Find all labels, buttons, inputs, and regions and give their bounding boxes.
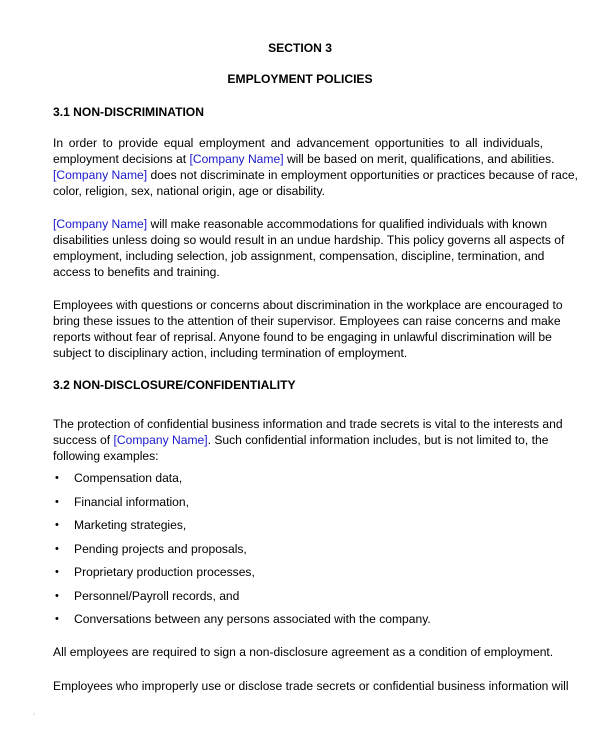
company-name-placeholder: [Company Name] [53,217,148,231]
paragraph-nda-requirement [53,644,554,660]
text-line: access to benefits and training. [53,265,220,279]
text-segment: employment decisions at [53,152,190,166]
bullet-icon: • [55,495,59,508]
paragraph-improper-use [53,678,569,694]
page-corner-mark: › [33,712,35,718]
text-line: Employees who improperly use or disclose trade secrets or confidential business information will [53,679,569,693]
paragraph-accommodations [53,216,565,280]
text-line: bring these issues to the attention of their supervisor. Employees can raise concerns and make [53,314,561,328]
confidential-examples-list [53,470,543,635]
company-name-placeholder: [Company Name] [189,152,284,166]
text-line [53,151,555,167]
paragraph-equal-opportunity [53,135,579,199]
bullet-icon: • [55,542,59,555]
list-item [53,611,543,635]
text-line [53,432,549,448]
list-item-text: Conversations between any persons associated with the company. [74,612,431,626]
list-item [53,541,543,565]
text-line: color, religion, sex, national origin, age or disability. [53,184,326,198]
paragraph-confidential-info [53,416,563,464]
text-segment: does not discriminate in employment opportunities or practices because of race, [147,168,579,182]
heading-non-discrimination: 3.1 NON-DISCRIMINATION [53,105,204,119]
text-line: subject to disciplinary action, including termination of employment. [53,346,408,360]
list-item [53,494,543,518]
list-item-text: Pending projects and proposals, [74,541,247,556]
section-number: SECTION 3 [268,41,332,55]
text-line [53,216,548,232]
bullet-icon: • [55,472,59,484]
list-item [53,564,543,588]
company-name-placeholder: [Company Name] [53,168,148,182]
text-segment: will be based on merit, qualifications, and abilities. [283,152,555,166]
text-line [53,167,579,183]
text-line: disabilities unless doing so would result in an undue hardship. This policy governs all aspects of [53,233,565,247]
text-line: reports without fear of reprisal. Anyone found to be engaging in unlawful discrimination will be [53,330,552,344]
bullet-icon: • [55,589,59,602]
text-segment: . Such confidential information includes, but is not limited to, the [207,433,549,447]
list-item [53,470,543,494]
list-item-text: Compensation data, [74,471,183,485]
text-line: Employees with questions or concerns about discrimination in the workplace are encouraged to [53,298,563,312]
document-title: EMPLOYMENT POLICIES [227,72,373,86]
company-name-placeholder: [Company Name] [113,433,208,447]
bullet-icon: • [55,519,59,531]
paragraph-reporting-concerns [53,297,563,361]
text-line: In order to provide equal employment and advancement opportunities to all individuals, [53,136,543,150]
bullet-icon: • [55,566,59,578]
text-segment: success of [53,433,114,447]
list-item-text: Marketing strategies, [74,518,187,532]
text-line: employment, including selection, job assignment, compensation, discipline, termination, and [53,249,545,263]
list-item [53,517,543,541]
heading-non-disclosure: 3.2 NON-DISCLOSURE/CONFIDENTIALITY [53,378,296,392]
bullet-icon: • [55,613,59,625]
text-line: All employees are required to sign a non-disclosure agreement as a condition of employment. [53,645,554,659]
list-item [53,588,543,612]
text-segment: will make reasonable accommodations for qualified individuals with known [147,217,548,231]
text-line: following examples: [53,449,159,463]
list-item-text: Personnel/Payroll records, and [74,588,240,603]
text-line: The protection of confidential business information and trade secrets is vital to the interests and [53,417,563,431]
list-item-text: Proprietary production processes, [74,565,255,579]
list-item-text: Financial information, [74,494,189,509]
